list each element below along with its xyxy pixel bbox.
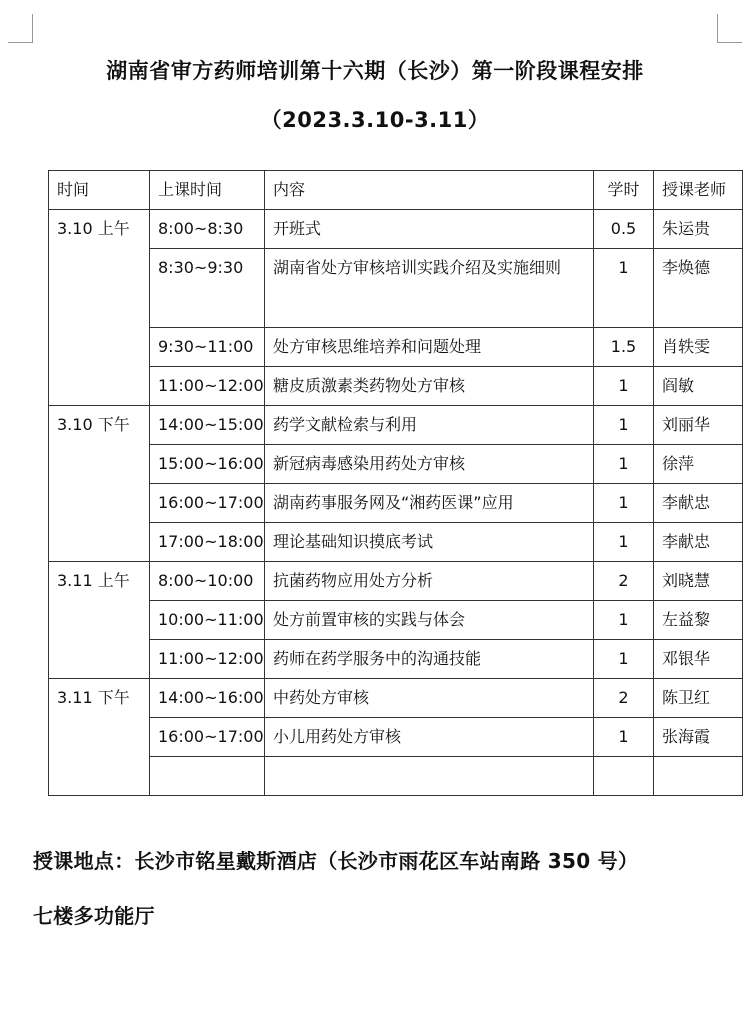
table-row <box>49 406 743 445</box>
page-corner-mark-left <box>8 14 33 43</box>
hours-cell: 1 <box>594 249 654 328</box>
class-time-cell <box>150 757 265 796</box>
table-row <box>49 445 743 484</box>
teacher-cell <box>654 757 743 796</box>
teacher-cell: 徐萍 <box>654 445 743 484</box>
header-cell-period: 时间 <box>49 171 150 210</box>
table-row <box>49 249 743 328</box>
content-cell: 湖南药事服务网及“湘药医课”应用 <box>265 484 594 523</box>
hours-cell: 1 <box>594 601 654 640</box>
teacher-cell: 邓银华 <box>654 640 743 679</box>
hours-cell: 1 <box>594 406 654 445</box>
class-time-cell: 11:00~12:00 <box>150 640 265 679</box>
header-cell-hours: 学时 <box>594 171 654 210</box>
teacher-cell: 肖轶雯 <box>654 328 743 367</box>
content-cell: 抗菌药物应用处方分析 <box>265 562 594 601</box>
hours-cell: 2 <box>594 679 654 718</box>
class-time-cell: 8:00~8:30 <box>150 210 265 249</box>
table-row-empty <box>49 757 743 796</box>
hours-cell: 0.5 <box>594 210 654 249</box>
teacher-cell: 左益黎 <box>654 601 743 640</box>
content-cell: 处方审核思维培养和问题处理 <box>265 328 594 367</box>
hours-cell: 1 <box>594 640 654 679</box>
class-time-cell: 10:00~11:00 <box>150 601 265 640</box>
hours-cell: 1 <box>594 445 654 484</box>
header-cell-content: 内容 <box>265 171 594 210</box>
hours-cell: 1 <box>594 484 654 523</box>
header-cell-teacher: 授课老师 <box>654 171 743 210</box>
class-time-cell: 16:00~17:00 <box>150 484 265 523</box>
content-cell: 湖南省处方审核培训实践介绍及实施细则 <box>265 249 594 328</box>
hours-cell: 2 <box>594 562 654 601</box>
hours-cell: 1.5 <box>594 328 654 367</box>
teacher-cell: 李献忠 <box>654 484 743 523</box>
class-time-cell: 14:00~16:00 <box>150 679 265 718</box>
class-time-cell: 14:00~15:00 <box>150 406 265 445</box>
hours-cell: 1 <box>594 718 654 757</box>
table-row <box>49 210 743 249</box>
teacher-cell: 李焕德 <box>654 249 743 328</box>
class-time-cell: 15:00~16:00 <box>150 445 265 484</box>
class-time-cell: 16:00~17:00 <box>150 718 265 757</box>
teacher-cell: 李献忠 <box>654 523 743 562</box>
session-label: 3.10 下午 <box>49 406 150 562</box>
table-row <box>49 718 743 757</box>
class-time-cell: 17:00~18:00 <box>150 523 265 562</box>
table-row <box>49 562 743 601</box>
session-label: 3.11 下午 <box>49 679 150 796</box>
table-row <box>49 484 743 523</box>
document-date-range: （2023.3.10-3.11） <box>260 108 490 132</box>
content-cell: 新冠病毒感染用药处方审核 <box>265 445 594 484</box>
teacher-cell: 陈卫红 <box>654 679 743 718</box>
table-row <box>49 601 743 640</box>
content-cell: 糖皮质激素类药物处方审核 <box>265 367 594 406</box>
class-time-cell: 8:30~9:30 <box>150 249 265 328</box>
content-cell: 开班式 <box>265 210 594 249</box>
header-cell-class-time: 上课时间 <box>150 171 265 210</box>
session-label: 3.11 上午 <box>49 562 150 679</box>
table-row <box>49 640 743 679</box>
teacher-cell: 刘丽华 <box>654 406 743 445</box>
class-time-cell: 11:00~12:00 <box>150 367 265 406</box>
content-cell: 中药处方审核 <box>265 679 594 718</box>
class-time-cell: 9:30~11:00 <box>150 328 265 367</box>
page-corner-mark-right <box>717 14 742 43</box>
content-cell: 理论基础知识摸底考试 <box>265 523 594 562</box>
hours-cell <box>594 757 654 796</box>
class-time-cell: 8:00~10:00 <box>150 562 265 601</box>
content-cell <box>265 757 594 796</box>
content-cell: 药学文献检索与利用 <box>265 406 594 445</box>
document-title: 湖南省审方药师培训第十六期（长沙）第一阶段课程安排 <box>106 59 644 83</box>
content-cell: 小儿用药处方审核 <box>265 718 594 757</box>
table-row <box>49 679 743 718</box>
table-row <box>49 328 743 367</box>
content-cell: 处方前置审核的实践与体会 <box>265 601 594 640</box>
venue-line: 授课地点：长沙市铭星戴斯酒店（长沙市雨花区车站南路 350 号） <box>33 849 639 873</box>
venue-room-line: 七楼多功能厅 <box>33 904 155 928</box>
hours-cell: 1 <box>594 367 654 406</box>
teacher-cell: 阎敏 <box>654 367 743 406</box>
session-label: 3.10 上午 <box>49 210 150 406</box>
table-header-row <box>49 171 743 210</box>
table-row <box>49 367 743 406</box>
table-row <box>49 523 743 562</box>
hours-cell: 1 <box>594 523 654 562</box>
teacher-cell: 朱运贵 <box>654 210 743 249</box>
content-cell: 药师在药学服务中的沟通技能 <box>265 640 594 679</box>
course-schedule-table <box>48 170 743 796</box>
teacher-cell: 张海霞 <box>654 718 743 757</box>
teacher-cell: 刘晓慧 <box>654 562 743 601</box>
